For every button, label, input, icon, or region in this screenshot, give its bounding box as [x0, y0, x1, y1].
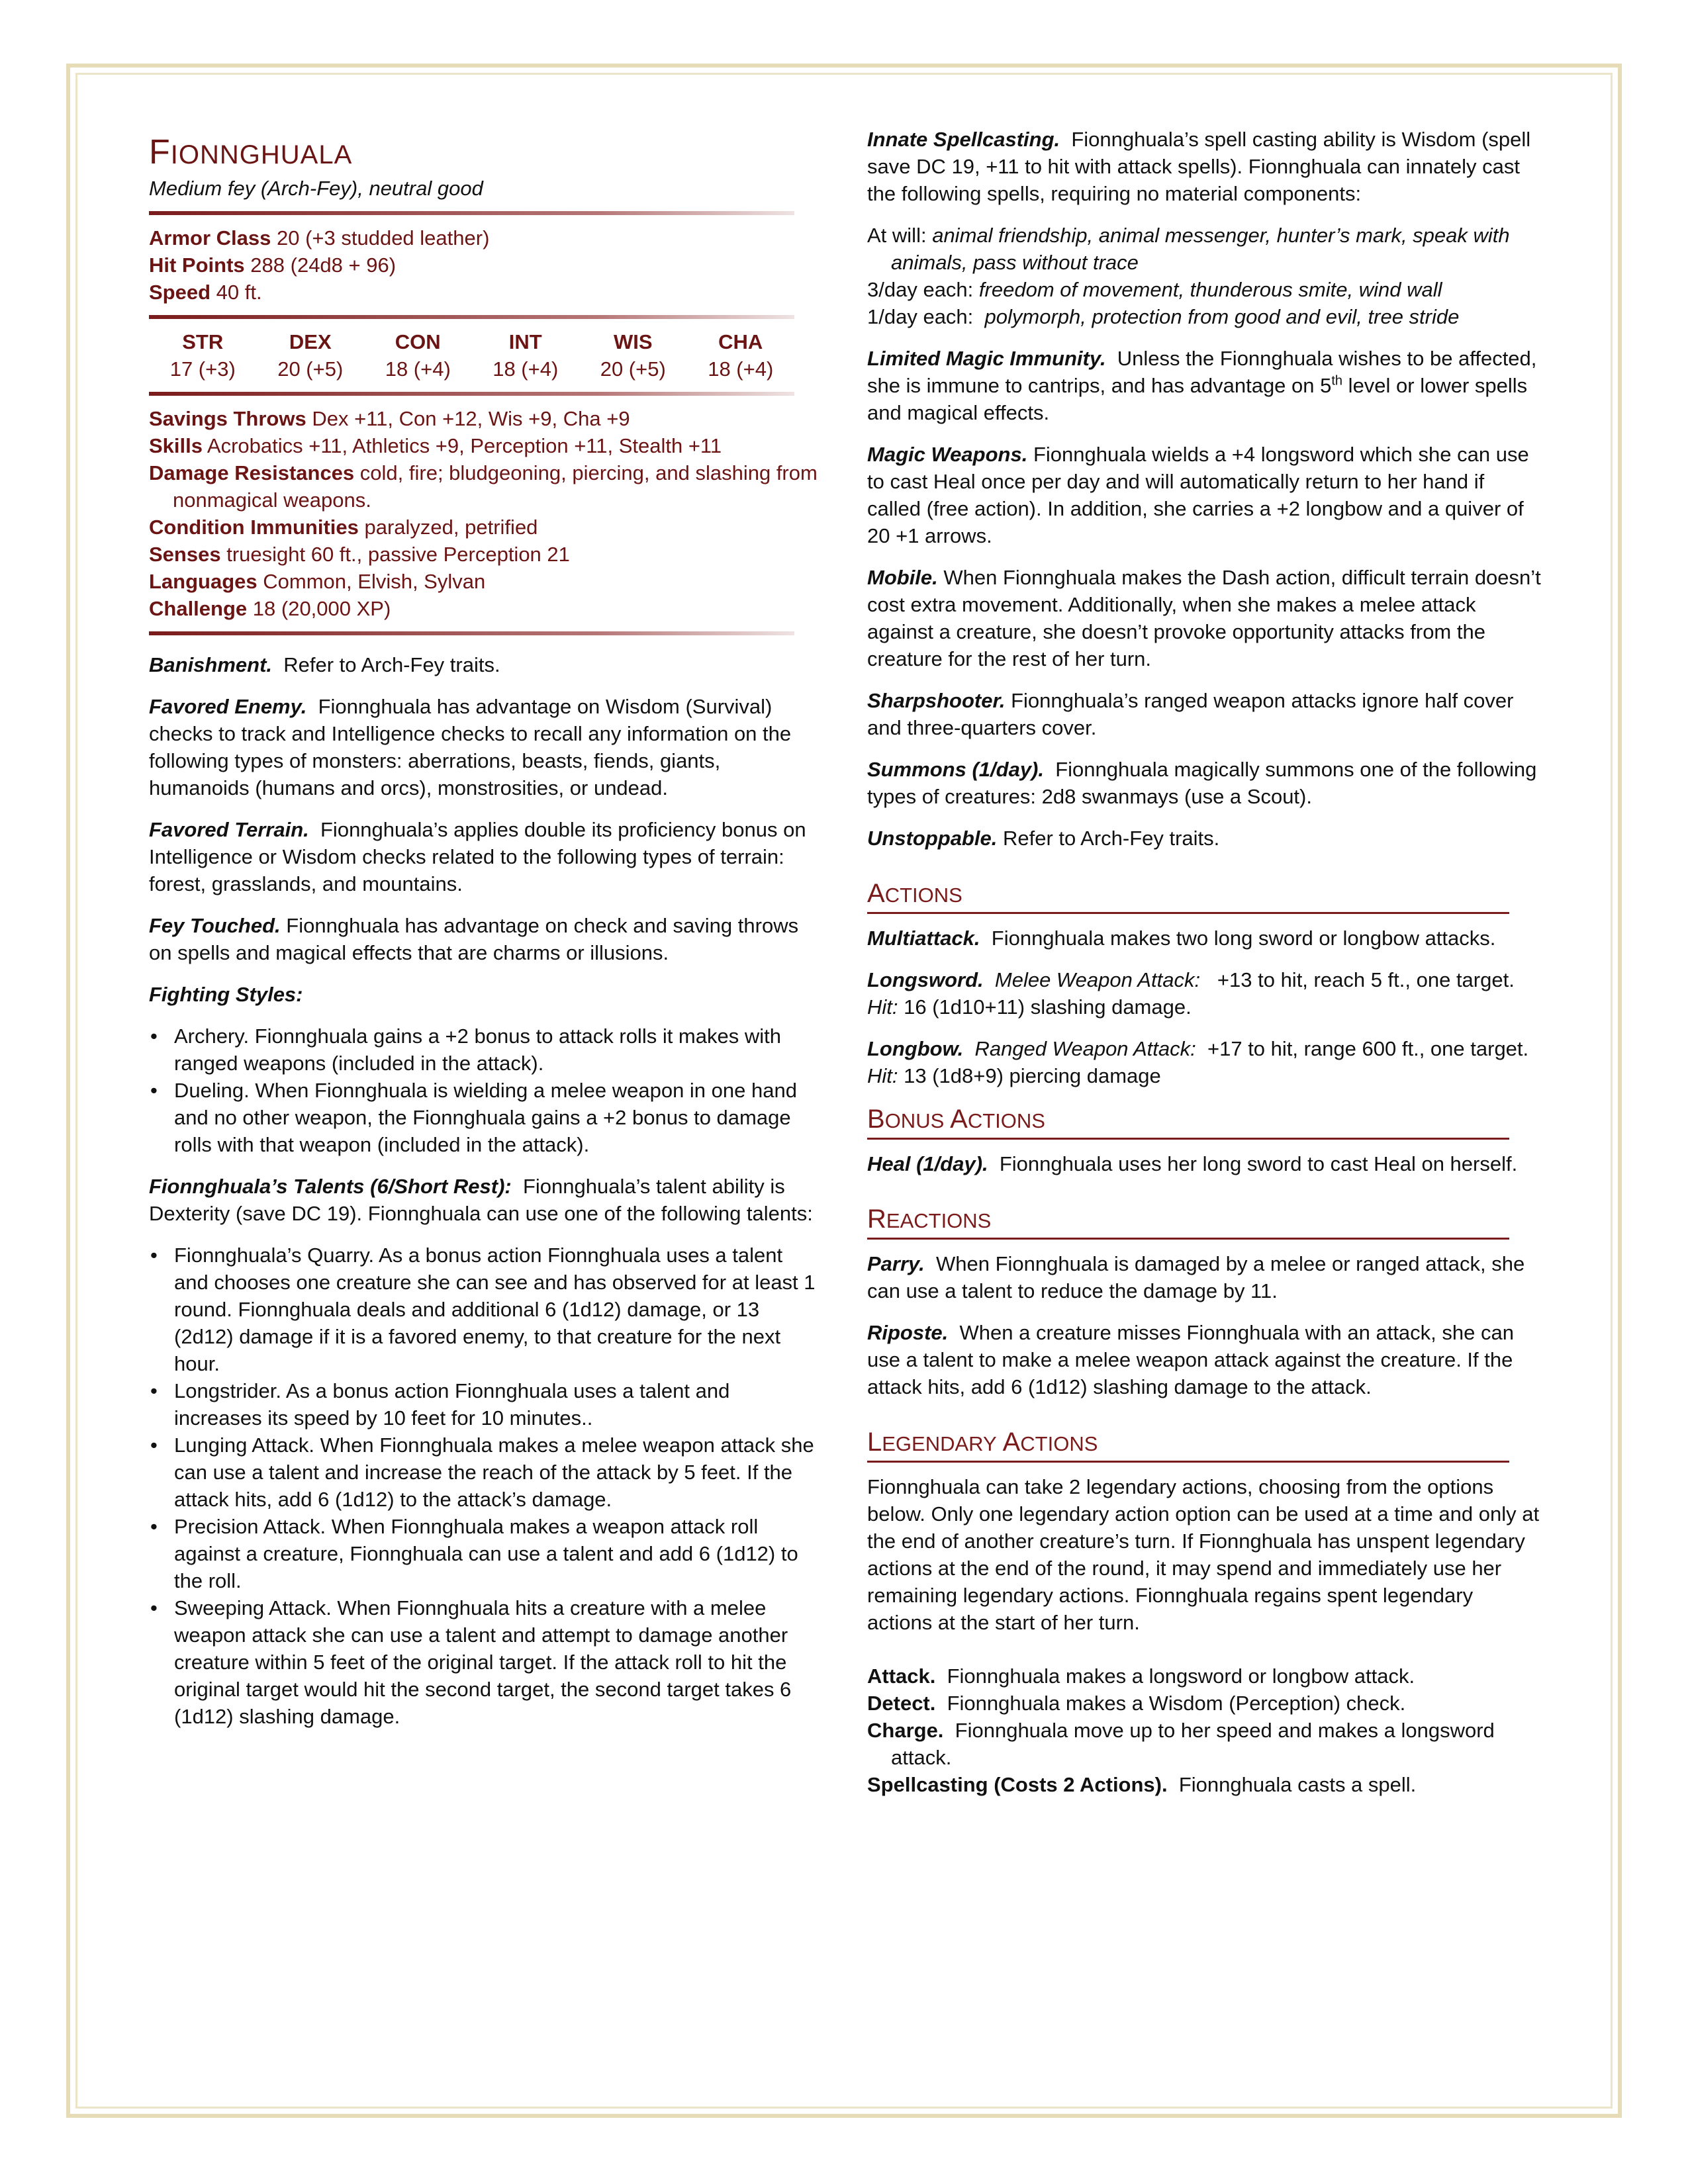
trait-limited-magic-immunity: Limited Magic Immunity. Unless the Fionnghuala wishes to be affected, she is immune to cantrips, and has advantage on 5th level or lower spells and magical effects.: [867, 347, 1537, 424]
trait-unstoppable: Unstoppable. Refer to Arch-Fey traits.: [867, 827, 1220, 850]
ability-name: DEX: [289, 330, 332, 353]
ability-score: 18 (+4): [708, 357, 774, 381]
trait-fey-touched: Fey Touched. Fionnghuala has advantage on check and saving throws on spells and magical effects that are charms or illusions.: [149, 914, 799, 964]
legendary-attack: Attack. Fionnghuala makes a longsword or longbow attack.: [867, 1664, 1415, 1688]
list-item: • Archery. Fionnghuala gains a +2 bonus to attack rolls it makes with ranged weapons (included in the attack).: [150, 1024, 781, 1075]
legendary-intro: Fionnghuala can take 2 legendary actions, choosing from the options below. Only one legendary action option can be used at a time and only at the end of another creature’s turn. If Fionnghuala has unspent legendary actions at the end of the round, it may spend and immediately use her remaining legendary actions. Fionnghuala regains spent legendary actions at the start of her turn.: [867, 1475, 1540, 1634]
saving-throws: Savings Throws Dex +11, Con +12, Wis +9, Cha +9: [149, 407, 630, 430]
monster-name: FIONNGHUALA: [149, 133, 353, 171]
action-longbow: Longbow. Ranged Weapon Attack: +17 to hit, range 600 ft., one target. Hit: 13 (1d8+9) piercing damage: [867, 1037, 1529, 1087]
spells-at-will: At will: animal friendship, animal messenger, hunter’s mark, speak with animals, pass without trace: [867, 224, 1510, 274]
trait-favored-enemy: Favored Enemy. Fionnghuala has advantage on Wisdom (Survival) checks to track and Intelligence checks to recall any information on the following types of monsters: aberrations, beasts, fiends, giants, humanoids (humans and orcs), monstrosities, or undead.: [149, 695, 792, 799]
challenge: Challenge 18 (20,000 XP): [149, 597, 391, 620]
trait-talents: Fionnghuala’s Talents (6/Short Rest): Fionnghuala’s talent ability is Dexterity (save DC 19). Fionnghuala can use one of the following talents:: [149, 1175, 813, 1225]
legendary-spellcasting: Spellcasting (Costs 2 Actions). Fionnghuala casts a spell.: [867, 1773, 1417, 1796]
ability-score: 17 (+3): [169, 357, 236, 381]
monster-type: Medium fey (Arch-Fey), neutral good: [149, 177, 483, 200]
reaction-riposte: Riposte. When a creature misses Fionnghuala with an attack, she can use a talent to make a melee weapon attack against the creature. If the attack hits, add 6 (1d12) slashing damage to the attack.: [867, 1321, 1514, 1398]
trait-summons: Summons (1/day). Fionnghuala magically summons one of the following types of creatures: 2d8 swanmays (use a Scout).: [867, 758, 1537, 808]
left-column: [149, 126, 818, 1745]
ability-scores: [149, 328, 794, 383]
armor-class: Armor Class 20 (+3 studded leather): [149, 226, 490, 250]
bonus-action-heal: Heal (1/day). Fionnghuala uses her long sword to cast Heal on herself.: [867, 1152, 1518, 1175]
speed: Speed 40 ft.: [149, 281, 262, 304]
section-bonus-actions: BONUS ACTIONS: [867, 1104, 1509, 1140]
legendary-charge: Charge. Fionnghuala move up to her speed and makes a longsword attack.: [867, 1719, 1495, 1769]
senses: Senses truesight 60 ft., passive Perception 21: [149, 543, 570, 566]
ability-name: WIS: [613, 330, 653, 353]
trait-mobile: Mobile. When Fionnghuala makes the Dash action, difficult terrain doesn’t cost extra movement. Additionally, when she makes a melee attack against a creature, she doesn’t provoke opportunity attacks from the creature for the rest of her turn.: [867, 566, 1541, 670]
damage-resistances: Damage Resistances cold, fire; bludgeoning, piercing, and slashing from nonmagical weapons.: [149, 461, 818, 512]
right-column: [867, 126, 1542, 1798]
trait-innate-spellcasting: Innate Spellcasting. Fionnghuala’s spell casting ability is Wisdom (spell save DC 19, +11 to hit with attack spells). Fionnghuala can innately cast the following spells, requiring no material components:: [867, 128, 1531, 205]
ability-score: 18 (+4): [385, 357, 451, 381]
hit-points: Hit Points 288 (24d8 + 96): [149, 253, 397, 277]
divider: [149, 315, 794, 319]
ability-name: CON: [395, 330, 441, 353]
ability-name: STR: [182, 330, 224, 353]
list-item: • Lunging Attack. When Fionnghuala makes a melee weapon attack she can use a talent and increase the reach of the attack by 5 feet. If the attack hits, add 6 (1d12) to the attack’s damage.: [150, 1433, 814, 1511]
spells-1-day: 1/day each: polymorph, protection from good and evil, tree stride: [867, 305, 1460, 328]
list-item: • Sweeping Attack. When Fionnghuala hits a creature with a melee weapon attack she can use a talent and attempt to damage another creature within 5 feet of the original target. If the attack roll to hit the original target would hit the second target, the second target takes 6 (1d12) slashing damage.: [150, 1596, 792, 1728]
ability-score: 20 (+5): [277, 357, 344, 381]
trait-favored-terrain: Favored Terrain. Fionnghuala’s applies double its proficiency bonus on Intelligence or Wisdom checks related to the following types of terrain: forest, grasslands, and mountains.: [149, 818, 806, 895]
divider: [149, 392, 794, 396]
list-item: • Longstrider. As a bonus action Fionnghuala uses a talent and increases its speed by 10 feet for 10 minutes..: [150, 1379, 730, 1430]
trait-sharpshooter: Sharpshooter. Fionnghuala’s ranged weapon attacks ignore half cover and three-quarters cover.: [867, 689, 1514, 739]
action-multiattack: Multiattack. Fionnghuala makes two long sword or longbow attacks.: [867, 927, 1496, 950]
spells-3-day: 3/day each: freedom of movement, thunderous smite, wind wall: [867, 278, 1442, 301]
section-legendary-actions: LEGENDARY ACTIONS: [867, 1427, 1509, 1463]
ability-score: 20 (+5): [600, 357, 666, 381]
section-reactions: REACTIONS: [867, 1204, 1509, 1240]
talents-list: [149, 1242, 818, 1730]
action-longsword: Longsword. Melee Weapon Attack: +13 to hit, reach 5 ft., one target. Hit: 16 (1d10+11) slashing damage.: [867, 968, 1515, 1019]
condition-immunities: Condition Immunities paralyzed, petrified: [149, 516, 538, 539]
trait-magic-weapons: Magic Weapons. Fionnghuala wields a +4 longsword which she can use to cast Heal once per day and will automatically return to her hand if called (free action). In addition, she carries a +2 longbow and a quiver of 20 +1 arrows.: [867, 443, 1529, 547]
divider: [149, 631, 794, 635]
ability-name: CHA: [718, 330, 763, 353]
trait-fighting-styles: Fighting Styles:: [149, 983, 303, 1006]
reaction-parry: Parry. When Fionnghuala is damaged by a melee or ranged attack, she can use a talent to reduce the damage by 11.: [867, 1252, 1525, 1302]
trait-banishment: Banishment. Refer to Arch-Fey traits.: [149, 653, 500, 676]
list-item: • Precision Attack. When Fionnghuala makes a weapon attack roll against a creature, Fionnghuala can use a talent and add 6 (1d12) to the roll.: [150, 1515, 798, 1592]
fighting-styles-list: [149, 1023, 818, 1158]
languages: Languages Common, Elvish, Sylvan: [149, 570, 486, 593]
section-actions: ACTIONS: [867, 878, 1509, 914]
ability-score: 18 (+4): [492, 357, 559, 381]
legendary-detect: Detect. Fionnghuala makes a Wisdom (Perception) check.: [867, 1692, 1406, 1715]
divider: [149, 211, 794, 215]
list-item: • Fionnghuala’s Quarry. As a bonus action Fionnghuala uses a talent and chooses one creature she can see and has observed for at least 1 round. Fionnghuala deals and additional 6 (1d12) damage, or 13 (2d12) damage if it is a favored enemy, to that creature for the next hour.: [150, 1244, 816, 1375]
ability-name: INT: [508, 330, 542, 353]
skills: Skills Acrobatics +11, Athletics +9, Perception +11, Stealth +11: [149, 434, 722, 457]
list-item: • Dueling. When Fionnghuala is wielding a melee weapon in one hand and no other weapon, the Fionnghuala gains a +2 bonus to damage rolls with that weapon (included in the attack).: [150, 1079, 797, 1156]
